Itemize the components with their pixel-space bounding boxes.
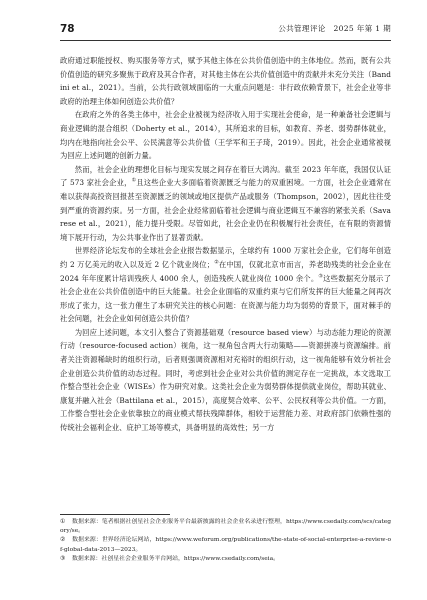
- footnote-text: 数据来源：社创星社会企业服务平台网站，https://www.csedaily.com/seia。: [72, 555, 279, 562]
- footnote-3: [60, 555, 391, 564]
- footnote-mark: ②: [60, 537, 66, 544]
- footnote-ref-2[interactable]: ②: [214, 259, 219, 266]
- footnote-ref-1[interactable]: ①: [131, 177, 137, 184]
- page-number: 78: [60, 23, 75, 35]
- footnote-2: [60, 536, 391, 554]
- paragraph-4-part-b: 在中国，仅就北京市而言，养老助残类的社会企业在 2024 年年度累计培训残疾人 4000 余人，创造残疾人就业岗位 1000 余个。: [60, 259, 391, 283]
- paragraph-5: 为回应上述问题，本文引入整合了资源基础观（resource based view）与动态能力理论的资源行动（resource-focused action）视角，这一视角包含两大行动策略——资源拼凑与资源编排。前者关注资源稀缺时的组织行动，后者则强调资源相对充裕时的组织行动，这一视角能够有效分析社会企业创造公共价值的动态过程。同时，考虑到社会企业对公共价值的测定存在一定挑战，本文选取工作整合型社会企业（WISEs）作为研究对象。这类社会企业为弱势群体提供就业岗位，帮助其就业、康复并融入社会（Battilana et al.，2015），高度契合效率、公平、公民权利等公共价值。一方面，工作整合型社会企业依靠独立的商业模式帮扶残障群体，相较于运营能力差、对政府部门依赖性强的传统社会福利企业、庇护工场等模式，具备明显的高效性；另一方: [60, 327, 391, 433]
- running-header: [60, 22, 391, 41]
- footnote-1: [60, 518, 391, 536]
- paragraph-3: [60, 163, 391, 245]
- footnote-ref-3[interactable]: ③: [318, 273, 324, 280]
- footnote-mark: ③: [60, 555, 66, 562]
- main-text: [60, 54, 391, 435]
- paragraph-3-part-b: 且这些企业大多面临着资源匮乏与能力的双重困境。一方面，社会企业通常在难以获得高投资回报甚至资源匮乏的领域或地区提供产品或服务（Thompson，2002），因此往往受到严重的资源约束。另一方面，社会企业经常面临着社会逻辑与商业逻辑互不兼容的紧张关系（Savarese et al.，2021），能力提升受限。尽管如此，社会企业仍在积极履行社会责任，在有限的资源情境下展开行动，为公共事业作出了显著贡献。: [60, 178, 391, 242]
- journal-title: 公共管理评论 2025 年第 1 期: [278, 24, 391, 33]
- footnote-text: 数据来源：笔者根据社创星社会企业服务平台最新披露的社会企业名录进行整理，https://www.csedaily.com/scs/category/se。: [60, 519, 391, 535]
- footnotes: [60, 514, 391, 564]
- paragraph-4-part-a: 世界经济论坛发布的全球社会企业报告数据显示，全球约有 1000 万家社会企业，它们每年创造约 2 万亿美元的收入以及近 2 亿个就业岗位；: [60, 246, 391, 269]
- footnote-divider: [60, 514, 170, 515]
- paragraph-3-part-a: 然而，社会企业的理想化目标与现实发展之间存在着巨大鸿沟。截至 2023 年年底，我国仅认证了 573 家社会企业，: [60, 164, 391, 188]
- paragraph-4-part-c: 这些数据充分展示了社会企业在公共价值创造中的巨大能量。社会企业面临的双重约束与它们所发挥的巨大能量之间再次形成了张力，这一张力催生了本研究关注的核心问题：在资源与能力均为弱势的背景下，面对棘手的社会问题，社会企业如何创造公共价值？: [60, 273, 391, 324]
- footnote-text-continued: review-of-global-data-2013—2023。: [60, 537, 391, 553]
- footnote-text: 数据来源：世界经济论坛网站，https://www.weforum.org/publications/the-state-of-social-enterprise-a-: [72, 537, 366, 544]
- paragraph-2: 在政府之外的各类主体中，社会企业被视为经济收入用于实现社会使命，是一种兼备社会逻辑与商业逻辑的混合组织（Doherty et al.，2014），其所追求的目标，如教育、养老、弱势群体就业，均内在地指向社会公平、公民满意等公共价值（王学军和王子琦，2019）。因此，社会企业通常被视为回应上述问题的创新力量。: [60, 110, 391, 161]
- paragraph-1: 政府通过职能授权、购买服务等方式，赋予其他主体在公共价值创造中的主体地位。然而，既有公共价值创造的研究多聚焦于政府及其合作者，对其他主体在公共价值创造中的贡献并未充分关注（Bandini et al.，2021）。当前，公共行政领域面临的一大重点问题是：非行政依赖背景下，社会企业等非政府的治理主体如何创造公共价值？: [60, 56, 391, 106]
- paragraph-4: [60, 244, 391, 326]
- footnote-mark: ①: [60, 519, 66, 525]
